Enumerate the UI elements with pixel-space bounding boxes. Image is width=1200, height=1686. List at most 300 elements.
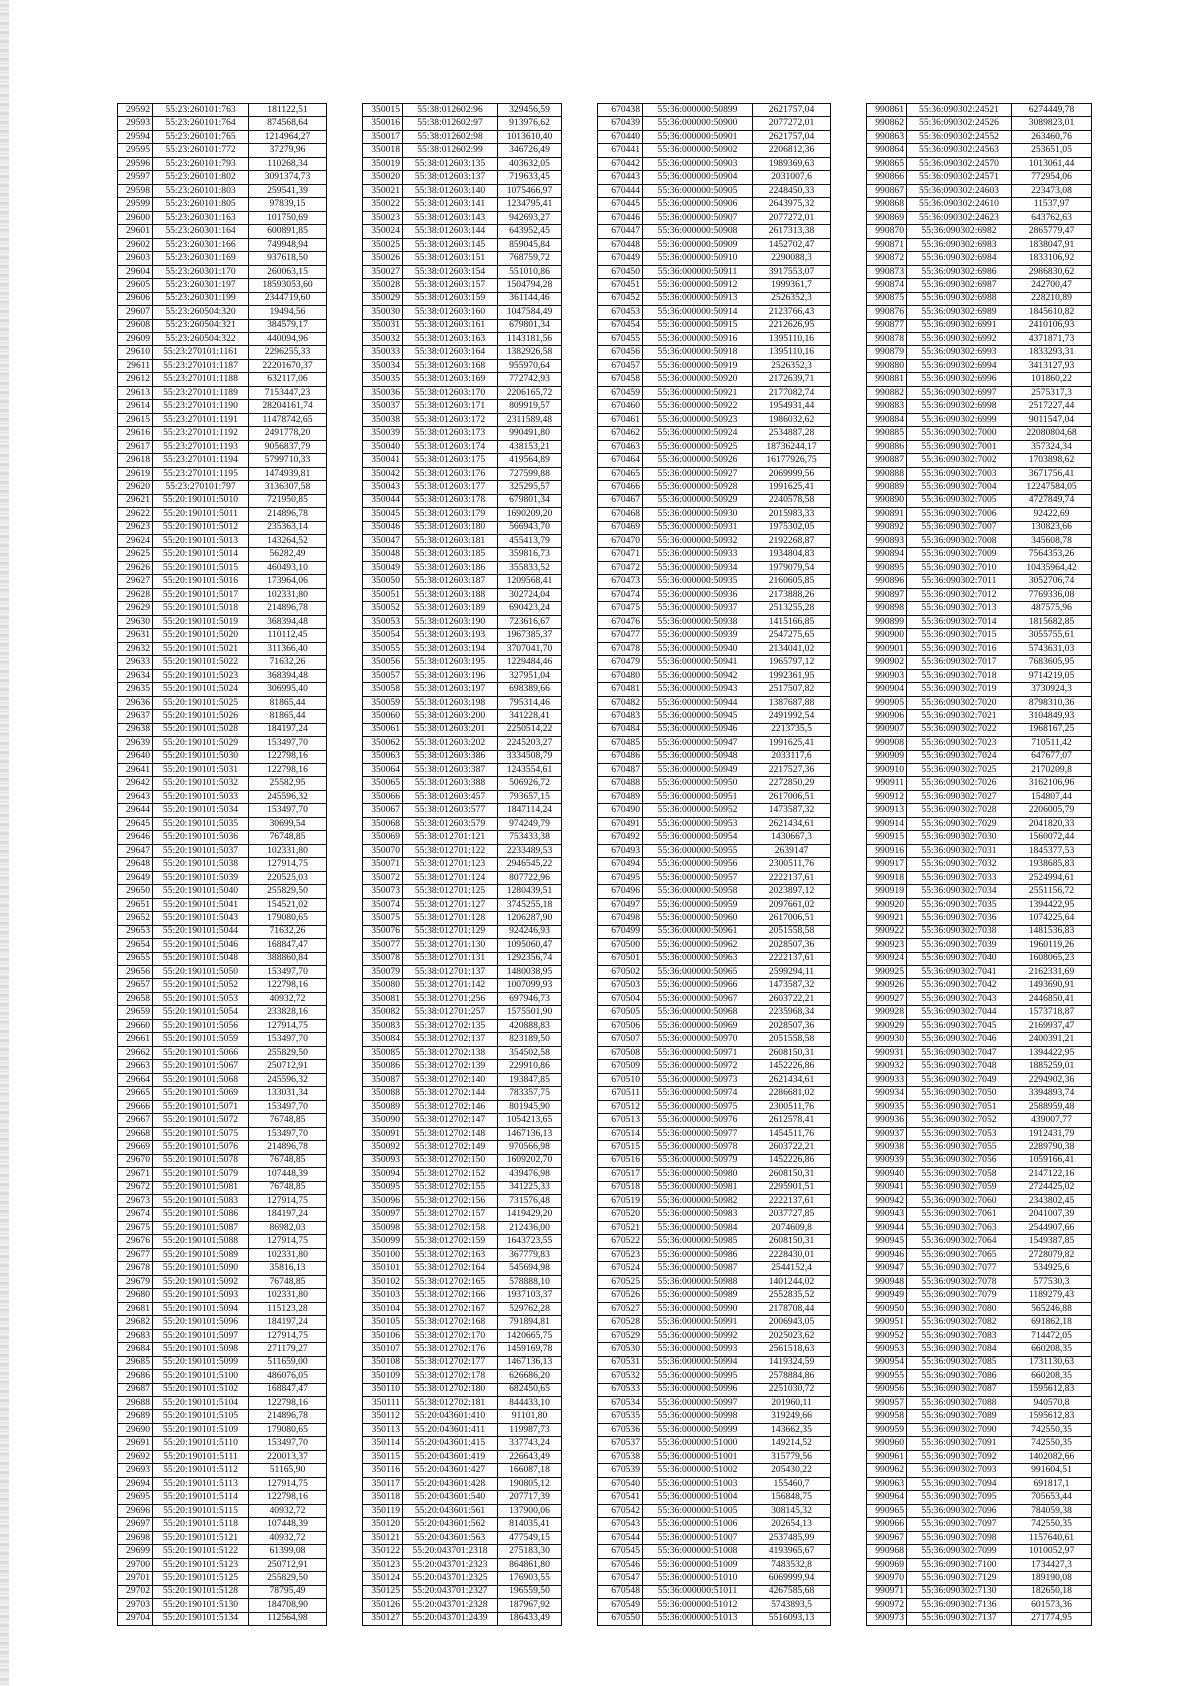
cadastral-number-cell: 55:36:090302:7032 xyxy=(907,858,1012,871)
table-row xyxy=(118,1221,327,1234)
row-number-cell: 350126 xyxy=(363,1599,403,1612)
row-number-cell: 350074 xyxy=(363,898,403,911)
row-number-cell: 990905 xyxy=(867,696,907,709)
table-row xyxy=(598,871,831,884)
value-cell: 660208,35 xyxy=(1012,1370,1092,1383)
cadastral-number-cell: 55:20:190101:5069 xyxy=(153,1087,249,1100)
row-number-cell: 670539 xyxy=(598,1464,643,1477)
table-row xyxy=(118,1141,327,1154)
table-row xyxy=(867,871,1092,884)
table-row xyxy=(867,1208,1092,1221)
value-cell: 970566,98 xyxy=(498,1141,562,1154)
table-row xyxy=(598,171,831,184)
table-row xyxy=(598,588,831,601)
cadastral-number-cell: 55:20:190101:5056 xyxy=(153,1019,249,1032)
cadastral-number-cell: 55:36:000000:50929 xyxy=(643,494,753,507)
cadastral-number-cell: 55:20:190101:5088 xyxy=(153,1235,249,1248)
cadastral-number-cell: 55:36:000000:50966 xyxy=(643,979,753,992)
cadastral-number-cell: 55:36:090302:7078 xyxy=(907,1275,1012,1288)
cadastral-number-cell: 55:36:090302:7053 xyxy=(907,1127,1012,1140)
value-cell: 403632,05 xyxy=(498,157,562,170)
table-row xyxy=(118,1558,327,1571)
row-number-cell: 670438 xyxy=(598,104,643,117)
row-number-cell: 990899 xyxy=(867,615,907,628)
cadastral-number-cell: 55:38:012702:177 xyxy=(403,1356,498,1369)
table-row xyxy=(118,804,327,817)
table-row xyxy=(598,790,831,803)
cadastral-number-cell: 55:36:090302:7015 xyxy=(907,629,1012,642)
value-cell: 643952,45 xyxy=(498,225,562,238)
table-row xyxy=(118,561,327,574)
row-number-cell: 990973 xyxy=(867,1612,907,1626)
row-number-cell: 990909 xyxy=(867,750,907,763)
value-cell: 4193965,67 xyxy=(753,1545,831,1558)
cadastral-number-cell: 55:23:270101:1187 xyxy=(153,359,249,372)
table-row xyxy=(118,225,327,238)
table-row xyxy=(118,1464,327,1477)
cadastral-number-cell: 55:36:090302:24603 xyxy=(907,184,1012,197)
table-row xyxy=(598,723,831,736)
row-number-cell: 29601 xyxy=(118,225,153,238)
value-cell: 1143181,56 xyxy=(498,332,562,345)
row-number-cell: 29678 xyxy=(118,1262,153,1275)
table-row xyxy=(598,602,831,615)
row-number-cell: 670482 xyxy=(598,696,643,709)
cadastral-number-cell: 55:36:000000:50997 xyxy=(643,1397,753,1410)
table-row xyxy=(598,1518,831,1531)
table-row xyxy=(598,777,831,790)
row-number-cell: 29697 xyxy=(118,1518,153,1531)
row-number-cell: 29657 xyxy=(118,979,153,992)
cadastral-number-cell: 55:36:000000:50958 xyxy=(643,885,753,898)
table-row xyxy=(598,265,831,278)
value-cell: 30699,54 xyxy=(249,817,327,830)
value-cell: 7683605,95 xyxy=(1012,656,1092,669)
table-row xyxy=(118,777,327,790)
table-row xyxy=(363,858,562,871)
cadastral-number-cell: 55:20:190101:5015 xyxy=(153,561,249,574)
cadastral-number-cell: 55:36:000000:50936 xyxy=(643,588,753,601)
row-number-cell: 670538 xyxy=(598,1450,643,1463)
value-cell: 3671756,41 xyxy=(1012,467,1092,480)
row-number-cell: 990914 xyxy=(867,817,907,830)
value-cell: 355833,52 xyxy=(498,561,562,574)
value-cell: 682450,65 xyxy=(498,1383,562,1396)
value-cell: 153497,70 xyxy=(249,737,327,750)
table-row xyxy=(867,1450,1092,1463)
value-cell: 2517507,82 xyxy=(753,683,831,696)
value-cell: 2097661,02 xyxy=(753,898,831,911)
row-number-cell: 29632 xyxy=(118,642,153,655)
value-cell: 1214964,27 xyxy=(249,130,327,143)
value-cell: 368394,48 xyxy=(249,669,327,682)
row-number-cell: 350059 xyxy=(363,696,403,709)
table-row xyxy=(867,602,1092,615)
cadastral-number-cell: 55:36:090302:7035 xyxy=(907,898,1012,911)
cadastral-number-cell: 55:38:012701:137 xyxy=(403,966,498,979)
table-row xyxy=(363,844,562,857)
table-row xyxy=(118,427,327,440)
value-cell: 102331,80 xyxy=(249,1289,327,1302)
cadastral-number-cell: 55:38:012603:135 xyxy=(403,157,498,170)
value-cell: 2621434,61 xyxy=(753,1073,831,1086)
table-row xyxy=(598,1356,831,1369)
cadastral-number-cell: 55:38:012702:176 xyxy=(403,1343,498,1356)
cadastral-number-cell: 55:38:012603:195 xyxy=(403,656,498,669)
row-number-cell: 29593 xyxy=(118,117,153,130)
cadastral-number-cell: 55:36:090302:7016 xyxy=(907,642,1012,655)
cadastral-number-cell: 55:36:000000:50926 xyxy=(643,454,753,467)
value-cell: 184708,90 xyxy=(249,1599,327,1612)
value-cell: 2311589,48 xyxy=(498,413,562,426)
table-row xyxy=(598,763,831,776)
cadastral-number-cell: 55:20:043601:415 xyxy=(403,1437,498,1450)
table-row xyxy=(867,1019,1092,1032)
table-row xyxy=(598,306,831,319)
table-row xyxy=(598,454,831,467)
row-number-cell: 29677 xyxy=(118,1248,153,1261)
value-cell: 2639147 xyxy=(753,844,831,857)
row-number-cell: 990939 xyxy=(867,1154,907,1167)
cadastral-number-cell: 55:38:012702:163 xyxy=(403,1248,498,1261)
table-row xyxy=(598,1585,831,1598)
value-cell: 2172639,71 xyxy=(753,373,831,386)
value-cell: 205430,22 xyxy=(753,1464,831,1477)
cadastral-number-cell: 55:36:000000:50915 xyxy=(643,319,753,332)
value-cell: 153497,70 xyxy=(249,1437,327,1450)
value-cell: 2561518,63 xyxy=(753,1343,831,1356)
value-cell: 143662,35 xyxy=(753,1423,831,1436)
row-number-cell: 670478 xyxy=(598,642,643,655)
row-number-cell: 350104 xyxy=(363,1302,403,1315)
value-cell: 153497,70 xyxy=(249,1033,327,1046)
cadastral-number-cell: 55:36:000000:50925 xyxy=(643,440,753,453)
cadastral-number-cell: 55:20:190101:5130 xyxy=(153,1599,249,1612)
value-cell: 3052706,74 xyxy=(1012,575,1092,588)
cadastral-number-cell: 55:36:000000:51013 xyxy=(643,1612,753,1626)
value-cell: 345608,78 xyxy=(1012,535,1092,548)
row-number-cell: 29630 xyxy=(118,615,153,628)
table-row xyxy=(118,844,327,857)
table-row xyxy=(363,1019,562,1032)
value-cell: 1010052,97 xyxy=(1012,1545,1092,1558)
cadastral-number-cell: 55:38:012702:159 xyxy=(403,1235,498,1248)
row-number-cell: 990896 xyxy=(867,575,907,588)
value-cell: 4727849,74 xyxy=(1012,494,1092,507)
table-row xyxy=(118,454,327,467)
row-number-cell: 350109 xyxy=(363,1370,403,1383)
row-number-cell: 990908 xyxy=(867,737,907,750)
row-number-cell: 990926 xyxy=(867,979,907,992)
row-number-cell: 29623 xyxy=(118,521,153,534)
table-row xyxy=(363,992,562,1005)
cadastral-number-cell: 55:38:012603:179 xyxy=(403,508,498,521)
row-number-cell: 670463 xyxy=(598,440,643,453)
table-row xyxy=(867,858,1092,871)
cadastral-number-cell: 55:20:190101:5054 xyxy=(153,1006,249,1019)
table-row xyxy=(363,763,562,776)
row-number-cell: 350112 xyxy=(363,1410,403,1423)
table-row xyxy=(363,171,562,184)
table-row xyxy=(118,898,327,911)
cadastral-number-cell: 55:36:000000:50963 xyxy=(643,952,753,965)
value-cell: 3089823,01 xyxy=(1012,117,1092,130)
cadastral-number-cell: 55:36:000000:50959 xyxy=(643,898,753,911)
row-number-cell: 670466 xyxy=(598,481,643,494)
table-row xyxy=(867,992,1092,1005)
value-cell: 1968167,25 xyxy=(1012,723,1092,736)
row-number-cell: 990873 xyxy=(867,265,907,278)
row-number-cell: 670518 xyxy=(598,1181,643,1194)
row-number-cell: 350102 xyxy=(363,1275,403,1288)
row-number-cell: 350015 xyxy=(363,104,403,117)
table-row xyxy=(598,359,831,372)
row-number-cell: 350068 xyxy=(363,817,403,830)
row-number-cell: 29693 xyxy=(118,1464,153,1477)
cadastral-number-cell: 55:20:190101:5026 xyxy=(153,710,249,723)
cadastral-number-cell: 55:36:090302:7080 xyxy=(907,1302,1012,1315)
row-number-cell: 990919 xyxy=(867,885,907,898)
table-row xyxy=(118,588,327,601)
table-row xyxy=(867,211,1092,224)
row-number-cell: 990957 xyxy=(867,1397,907,1410)
row-number-cell: 350057 xyxy=(363,669,403,682)
value-cell: 1047584,49 xyxy=(498,306,562,319)
cadastral-number-cell: 55:20:043601:419 xyxy=(403,1450,498,1463)
table-row xyxy=(363,750,562,763)
value-cell: 275183,30 xyxy=(498,1545,562,1558)
value-cell: 1419429,20 xyxy=(498,1208,562,1221)
table-row xyxy=(118,279,327,292)
value-cell: 76748,85 xyxy=(249,831,327,844)
value-cell: 2290088,3 xyxy=(753,252,831,265)
cadastral-number-cell: 55:36:090302:7082 xyxy=(907,1316,1012,1329)
table-row xyxy=(363,1370,562,1383)
row-number-cell: 670462 xyxy=(598,427,643,440)
cadastral-number-cell: 55:38:012603:143 xyxy=(403,211,498,224)
row-number-cell: 350086 xyxy=(363,1060,403,1073)
table-row xyxy=(363,656,562,669)
row-number-cell: 29608 xyxy=(118,319,153,332)
value-cell: 28204161,74 xyxy=(249,400,327,413)
table-row xyxy=(363,157,562,170)
table-row xyxy=(867,1100,1092,1113)
value-cell: 2986830,62 xyxy=(1012,265,1092,278)
value-cell: 534925,6 xyxy=(1012,1262,1092,1275)
row-number-cell: 990930 xyxy=(867,1033,907,1046)
value-cell: 110112,45 xyxy=(249,629,327,642)
value-cell: 71632,26 xyxy=(249,656,327,669)
row-number-cell: 670544 xyxy=(598,1531,643,1544)
table-row xyxy=(363,373,562,386)
value-cell: 388860,84 xyxy=(249,952,327,965)
table-row xyxy=(867,561,1092,574)
row-number-cell: 350023 xyxy=(363,211,403,224)
table-row xyxy=(363,723,562,736)
value-cell: 1473587,32 xyxy=(753,804,831,817)
row-number-cell: 29604 xyxy=(118,265,153,278)
row-number-cell: 29659 xyxy=(118,1006,153,1019)
value-cell: 259541,39 xyxy=(249,184,327,197)
table-row xyxy=(867,656,1092,669)
value-cell: 439007,77 xyxy=(1012,1114,1092,1127)
cadastral-number-cell: 55:20:190101:5068 xyxy=(153,1073,249,1086)
value-cell: 2526352,3 xyxy=(753,292,831,305)
value-cell: 1608065,23 xyxy=(1012,952,1092,965)
cadastral-number-cell: 55:36:000000:50985 xyxy=(643,1235,753,1248)
cadastral-number-cell: 55:38:012603:177 xyxy=(403,481,498,494)
row-number-cell: 29667 xyxy=(118,1114,153,1127)
cadastral-number-cell: 55:38:012702:158 xyxy=(403,1221,498,1234)
value-cell: 809919,57 xyxy=(498,400,562,413)
table-row xyxy=(598,1006,831,1019)
table-row xyxy=(118,252,327,265)
table-row xyxy=(118,629,327,642)
row-number-cell: 350088 xyxy=(363,1087,403,1100)
value-cell: 807722,96 xyxy=(498,871,562,884)
cadastral-number-cell: 55:38:012603:202 xyxy=(403,737,498,750)
table-row xyxy=(867,1275,1092,1288)
value-cell: 2222137,61 xyxy=(753,1194,831,1207)
table-row xyxy=(867,171,1092,184)
cadastral-number-cell: 55:36:090302:7098 xyxy=(907,1531,1012,1544)
row-number-cell: 350084 xyxy=(363,1033,403,1046)
cadastral-number-cell: 55:36:090302:7034 xyxy=(907,885,1012,898)
row-number-cell: 670495 xyxy=(598,871,643,884)
table-row xyxy=(363,1572,562,1585)
cadastral-number-cell: 55:36:000000:50952 xyxy=(643,804,753,817)
table-row xyxy=(598,198,831,211)
value-cell: 2074609,8 xyxy=(753,1221,831,1234)
table-row xyxy=(867,440,1092,453)
value-cell: 974249,79 xyxy=(498,817,562,830)
value-cell: 214896,78 xyxy=(249,508,327,521)
row-number-cell: 990949 xyxy=(867,1289,907,1302)
cadastral-number-cell: 55:36:090302:6987 xyxy=(907,279,1012,292)
value-cell: 2588959,48 xyxy=(1012,1100,1092,1113)
row-number-cell: 350069 xyxy=(363,831,403,844)
cadastral-number-cell: 55:23:270101:1188 xyxy=(153,373,249,386)
cadastral-number-cell: 55:36:000000:50954 xyxy=(643,831,753,844)
table-row xyxy=(598,373,831,386)
row-number-cell: 670528 xyxy=(598,1316,643,1329)
row-number-cell: 990932 xyxy=(867,1060,907,1073)
row-number-cell: 350092 xyxy=(363,1141,403,1154)
row-number-cell: 29701 xyxy=(118,1572,153,1585)
cadastral-number-cell: 55:20:190101:5105 xyxy=(153,1410,249,1423)
table-row xyxy=(118,171,327,184)
table-row xyxy=(598,1437,831,1450)
row-number-cell: 670445 xyxy=(598,198,643,211)
table-row xyxy=(118,1302,327,1315)
value-cell: 731576,48 xyxy=(498,1194,562,1207)
table-row xyxy=(118,1491,327,1504)
table-row xyxy=(867,1437,1092,1450)
row-number-cell: 29615 xyxy=(118,413,153,426)
value-cell: 155460,7 xyxy=(753,1477,831,1490)
value-cell: 2192268,87 xyxy=(753,535,831,548)
value-cell: 122798,16 xyxy=(249,750,327,763)
cadastral-number-cell: 55:36:090302:7089 xyxy=(907,1410,1012,1423)
table-row xyxy=(598,494,831,507)
value-cell: 229910,86 xyxy=(498,1060,562,1073)
value-cell: 133031,34 xyxy=(249,1087,327,1100)
table-row xyxy=(598,1194,831,1207)
row-number-cell: 990953 xyxy=(867,1343,907,1356)
row-number-cell: 990933 xyxy=(867,1073,907,1086)
table-row xyxy=(598,117,831,130)
row-number-cell: 350044 xyxy=(363,494,403,507)
value-cell: 2621434,61 xyxy=(753,817,831,830)
row-number-cell: 670507 xyxy=(598,1033,643,1046)
cadastral-number-cell: 55:20:190101:5043 xyxy=(153,912,249,925)
row-number-cell: 29665 xyxy=(118,1087,153,1100)
table-row xyxy=(118,332,327,345)
table-row xyxy=(363,427,562,440)
table-row xyxy=(363,1531,562,1544)
row-number-cell: 670483 xyxy=(598,710,643,723)
cadastral-number-cell: 55:36:090302:24610 xyxy=(907,198,1012,211)
cadastral-number-cell: 55:20:190101:5024 xyxy=(153,683,249,696)
row-number-cell: 350024 xyxy=(363,225,403,238)
cadastral-number-cell: 55:38:012702:138 xyxy=(403,1046,498,1059)
row-number-cell: 29694 xyxy=(118,1477,153,1490)
table-row xyxy=(598,979,831,992)
table-row xyxy=(363,817,562,830)
cadastral-number-cell: 55:38:012702:167 xyxy=(403,1302,498,1315)
value-cell: 2608150,31 xyxy=(753,1168,831,1181)
value-cell: 127914,75 xyxy=(249,1329,327,1342)
table-row xyxy=(598,1343,831,1356)
table-row xyxy=(118,1073,327,1086)
table-row xyxy=(867,1343,1092,1356)
row-number-cell: 990966 xyxy=(867,1518,907,1531)
table-row xyxy=(598,1248,831,1261)
value-cell: 2526352,3 xyxy=(753,359,831,372)
table-row xyxy=(598,1599,831,1612)
cadastral-number-cell: 55:20:190101:5093 xyxy=(153,1289,249,1302)
value-cell: 565246,88 xyxy=(1012,1302,1092,1315)
table-row xyxy=(867,1060,1092,1073)
table-row xyxy=(118,1599,327,1612)
table-row xyxy=(363,575,562,588)
value-cell: 2537485,99 xyxy=(753,1531,831,1544)
table-row xyxy=(867,1168,1092,1181)
table-row xyxy=(118,656,327,669)
value-cell: 2400391,21 xyxy=(1012,1033,1092,1046)
cadastral-number-cell: 55:38:012702:144 xyxy=(403,1087,498,1100)
cadastral-number-cell: 55:20:190101:5013 xyxy=(153,535,249,548)
cadastral-number-cell: 55:36:090302:7092 xyxy=(907,1450,1012,1463)
cadastral-number-cell: 55:20:190101:5094 xyxy=(153,1302,249,1315)
table-row xyxy=(118,198,327,211)
value-cell: 1234795,41 xyxy=(498,198,562,211)
value-cell: 1292356,74 xyxy=(498,952,562,965)
table-row xyxy=(363,454,562,467)
value-cell: 2344719,60 xyxy=(249,292,327,305)
row-number-cell: 670451 xyxy=(598,279,643,292)
table-row xyxy=(363,1343,562,1356)
table-row xyxy=(363,1168,562,1181)
table-row xyxy=(118,925,327,938)
table-row xyxy=(118,1410,327,1423)
value-cell: 81865,44 xyxy=(249,710,327,723)
cadastral-number-cell: 55:20:043701:2318 xyxy=(403,1545,498,1558)
table-row xyxy=(598,642,831,655)
table-row xyxy=(363,292,562,305)
cadastral-number-cell: 55:36:090302:7100 xyxy=(907,1558,1012,1571)
cadastral-number-cell: 55:20:190101:5037 xyxy=(153,844,249,857)
